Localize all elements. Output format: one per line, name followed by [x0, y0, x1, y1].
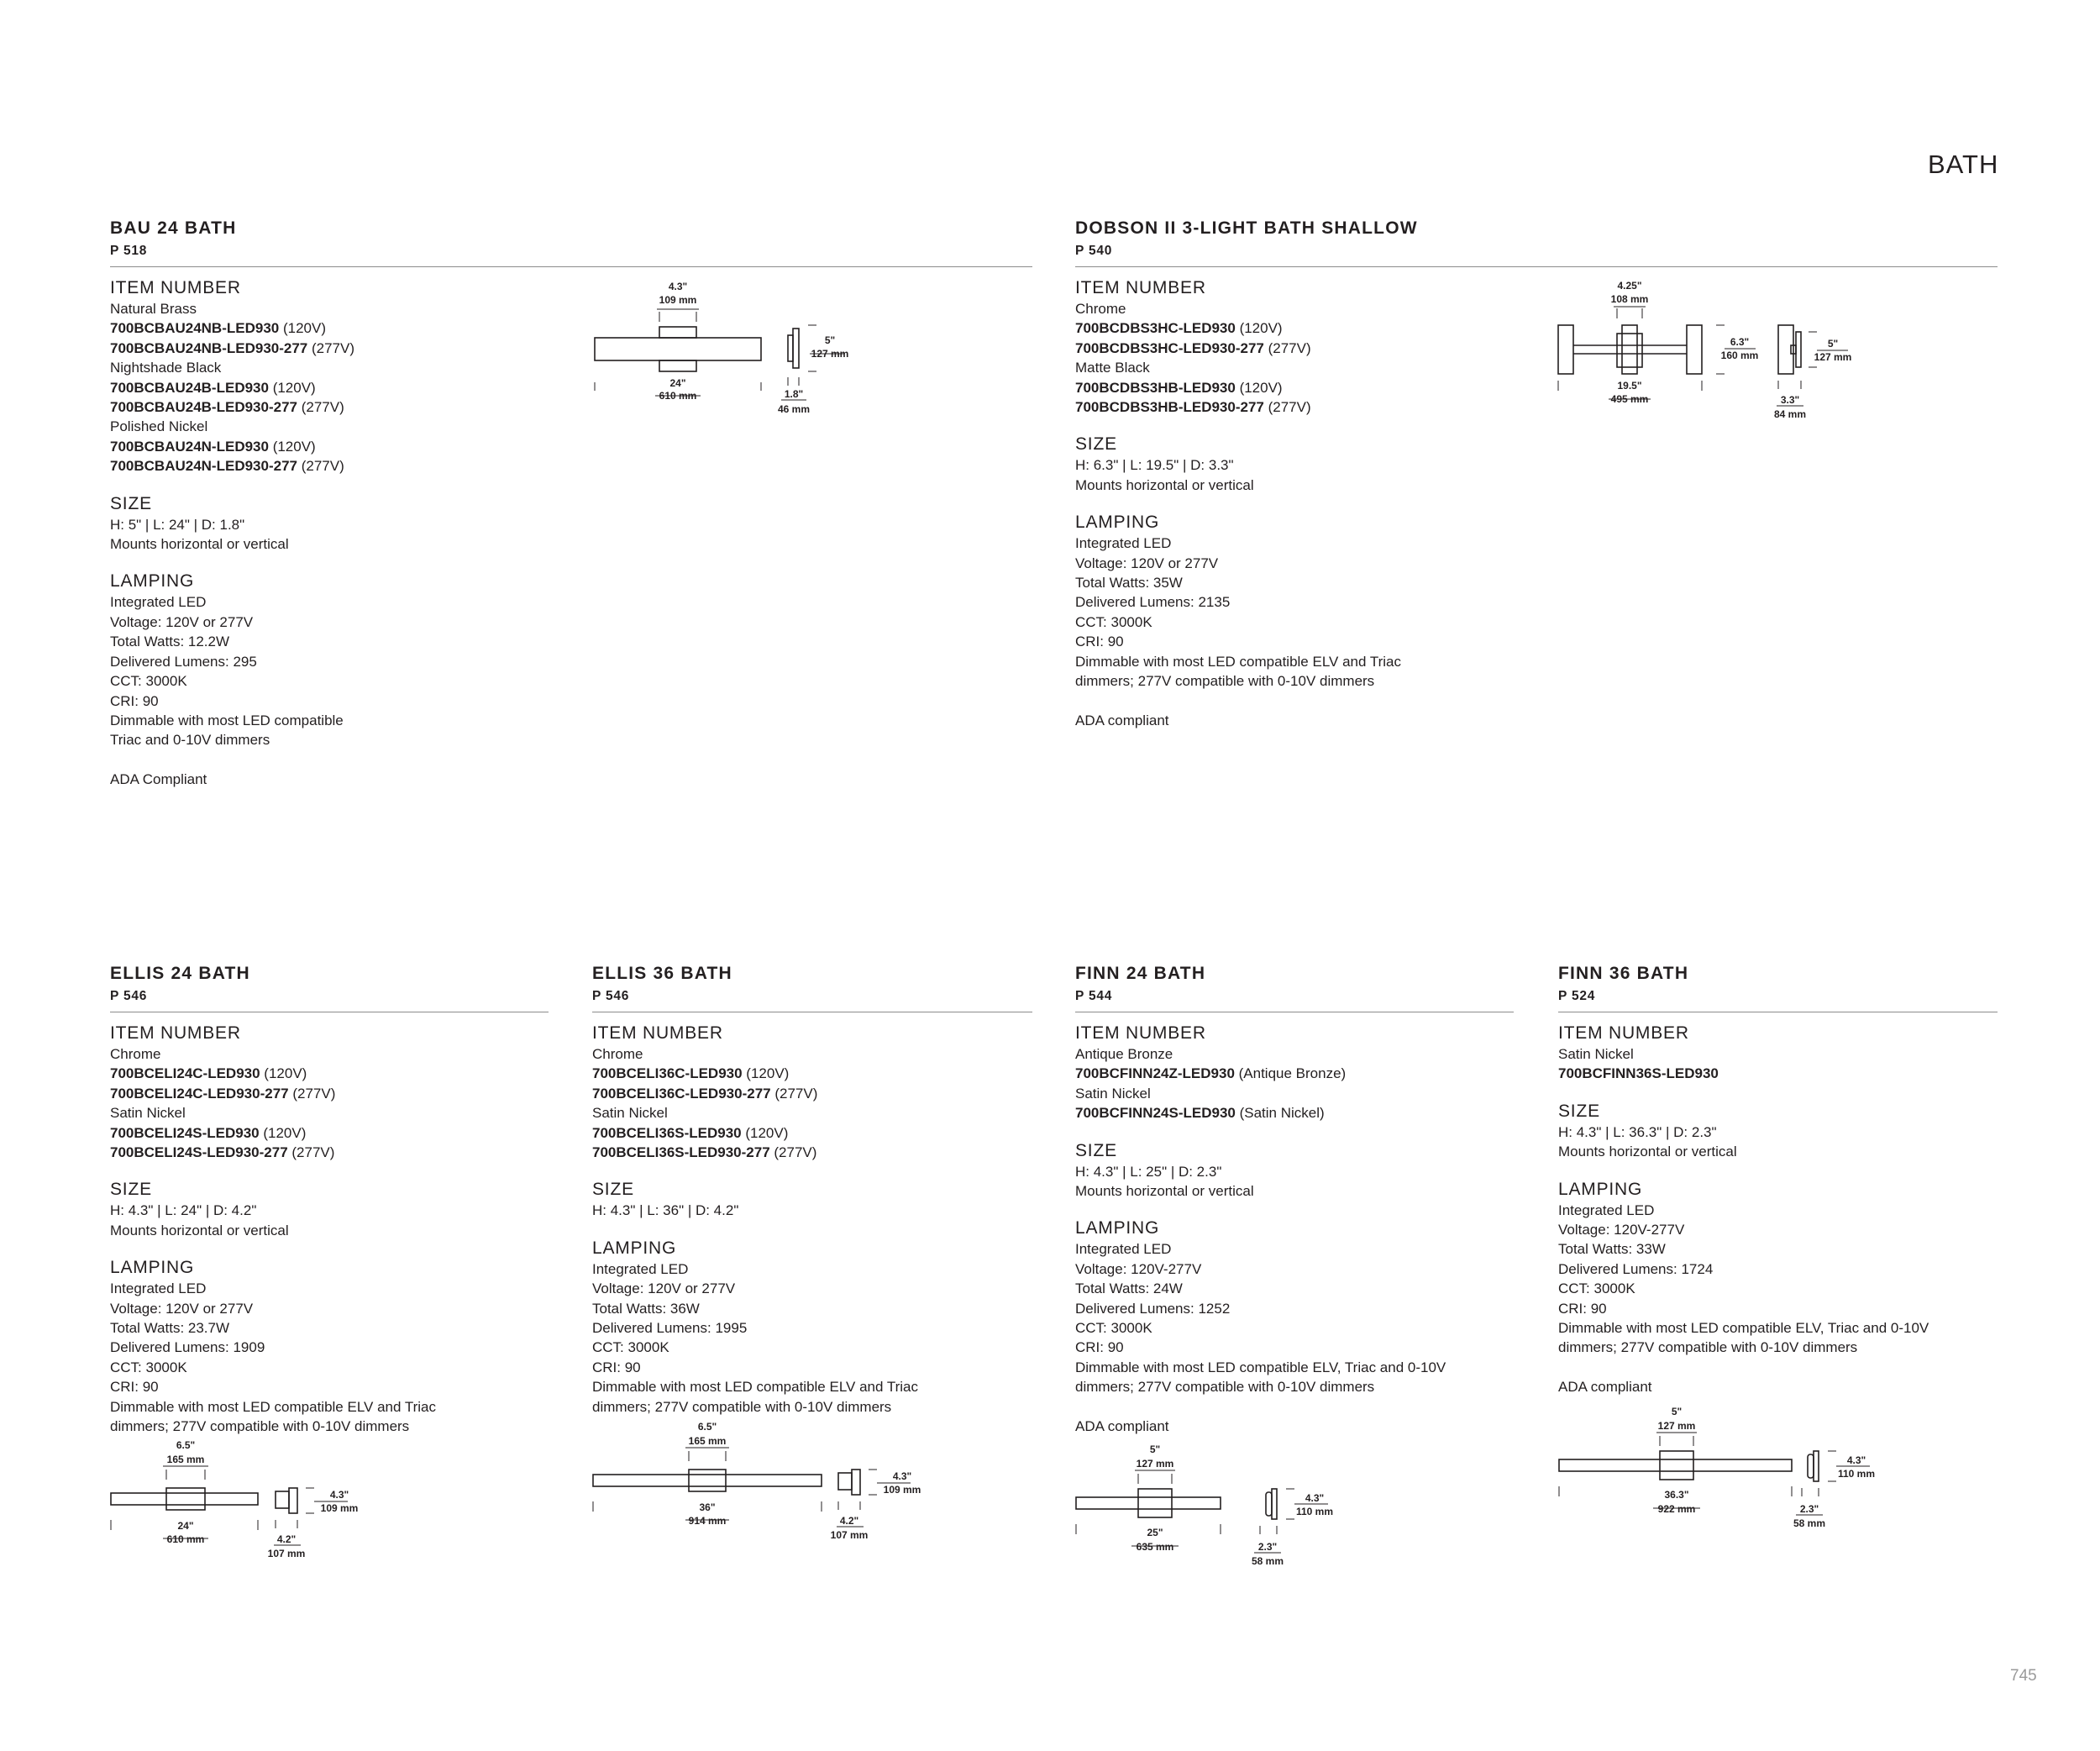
dimension-label: 4.3" [329, 1489, 349, 1501]
lamping-line: CCT: 3000K [1075, 613, 1152, 630]
voltage: (277V) [287, 1144, 335, 1161]
lamping-line: Integrated LED [110, 1280, 207, 1297]
finish-note: (Antique Bronze) [1234, 1065, 1347, 1082]
lamping-line: dimmers; 277V compatible with 0-10V dimmers [1075, 1379, 1375, 1396]
sku-line [592, 1084, 1032, 1103]
lamping-line: Total Watts: 24W [1075, 1280, 1183, 1297]
dimension-label: 4.3" [1846, 1454, 1866, 1466]
fixture-backplate [689, 1470, 726, 1491]
lamping-line: Delivered Lumens: 1995 [592, 1320, 748, 1337]
dimension-label: 127 mm [1657, 1420, 1696, 1432]
dimension-label: 109 mm [659, 294, 697, 306]
lamping-line: Integrated LED [1075, 535, 1172, 552]
fixture-side-profile [289, 1488, 297, 1513]
lamping-line: dimmers; 277V compatible with 0-10V dimmers [592, 1398, 892, 1415]
fixture-side-profile [1796, 332, 1801, 367]
lamping-line: dimmers; 277V compatible with 0-10V dimmers [1075, 673, 1375, 690]
sku: 700BCFINN24S-LED930 [1075, 1105, 1236, 1122]
fixture-side-profile [788, 335, 793, 361]
lamping-line: Integrated LED [1075, 1241, 1172, 1258]
dimension-label: 2.3" [1799, 1503, 1819, 1515]
lamping-line: Total Watts: 36W [592, 1300, 700, 1317]
size-value: H: 6.3" | L: 19.5" | D: 3.3" [1075, 457, 1234, 474]
fixture-side-profile [793, 329, 799, 368]
voltage: (120V) [741, 1124, 789, 1141]
voltage: (120V) [268, 438, 316, 455]
lamping-line: Dimmable with most LED compatible ELV and Triac [110, 1398, 437, 1415]
product-finn-36-bath [1558, 961, 1998, 1396]
dimension-label: 107 mm [830, 1529, 869, 1541]
dimension-label: 2.3" [1257, 1541, 1278, 1553]
size-value: H: 4.3" | L: 24" | D: 4.2" [110, 1202, 257, 1219]
fixture-shade [1558, 325, 1573, 374]
dimension-label: 4.2" [839, 1515, 859, 1527]
divider [110, 266, 1032, 267]
dimension-label: 5" [1149, 1443, 1161, 1455]
dimension-label: 58 mm [1251, 1555, 1284, 1567]
dobson-ii-dimension-drawing [1550, 273, 1869, 433]
dimension-label: 127 mm [1136, 1458, 1174, 1470]
item-number-heading: ITEM NUMBER [592, 1023, 723, 1043]
lamping-line: Voltage: 120V or 277V [1075, 555, 1219, 571]
dimension-label: 610 mm [659, 390, 697, 402]
dimension-label: 4.3" [668, 281, 688, 292]
fixture-body [595, 338, 761, 360]
lamping-line: Dimmable with most LED compatible ELV and Triac [592, 1379, 919, 1396]
sku-line [110, 456, 1032, 476]
voltage: (277V) [770, 1085, 818, 1102]
finish-label: Chrome [1075, 301, 1126, 317]
item-number-heading: ITEM NUMBER [1075, 278, 1206, 297]
lamping-line: CCT: 3000K [110, 1359, 187, 1375]
size-value: H: 4.3" | L: 36.3" | D: 2.3" [1558, 1123, 1717, 1140]
lamping-line: CCT: 3000K [110, 673, 187, 690]
product-title: ELLIS 36 BATH [592, 964, 732, 983]
ada-note: ADA compliant [1075, 1417, 1169, 1434]
mount-note: Mounts horizontal or vertical [1075, 1183, 1254, 1200]
mount-note: Mounts horizontal or vertical [110, 1222, 289, 1238]
dimension-label: 3.3" [1780, 394, 1800, 406]
divider [1075, 266, 1998, 267]
dimension-label: 5" [1671, 1406, 1683, 1417]
dimension-label: 4.2" [276, 1533, 297, 1545]
product-ellis-36-bath [592, 961, 1032, 1417]
fixture-shade [1687, 325, 1702, 374]
sku: 700BCELI24S-LED930-277 [110, 1144, 288, 1161]
lamping-line: Triac and 0-10V dimmers [110, 732, 270, 749]
size-value: H: 4.3" | L: 36" | D: 4.2" [592, 1202, 739, 1219]
lamping-line: Voltage: 120V-277V [1558, 1222, 1685, 1238]
product-bau-24-bath [110, 216, 1032, 789]
sku-line [110, 318, 1032, 338]
lamping-line: Total Watts: 33W [1558, 1241, 1666, 1258]
voltage: (277V) [288, 1085, 336, 1102]
dimension-label: 4.25" [1617, 280, 1642, 292]
dimension-label: 84 mm [1773, 408, 1807, 420]
dimension-label: 36" [699, 1501, 716, 1513]
product-finn-24-bath [1075, 961, 1514, 1436]
size-heading: SIZE [1558, 1101, 1600, 1121]
lamping-line: Total Watts: 23.7W [110, 1320, 230, 1337]
fixture-backplate [1617, 334, 1642, 367]
sku: 700BCBAU24N-LED930-277 [110, 458, 297, 475]
finish-label: Matte Black [1075, 360, 1150, 376]
sku: 700BCDBS3HC-LED930-277 [1075, 339, 1264, 356]
lamping-line: CRI: 90 [1558, 1300, 1607, 1317]
voltage: (277V) [1263, 339, 1311, 356]
sku-line [1558, 1064, 1998, 1083]
dimension-label: 635 mm [1136, 1541, 1174, 1553]
finish-label: Satin Nickel [592, 1105, 668, 1122]
dimension-label: 109 mm [883, 1484, 921, 1496]
lamping-line: CRI: 90 [1075, 1339, 1124, 1356]
sku-line [110, 378, 1032, 397]
bau-24-dimension-drawing [588, 273, 865, 424]
product-ellis-24-bath [110, 961, 549, 1437]
sku: 700BCFINN24Z-LED930 [1075, 1065, 1235, 1082]
mount-note: Mounts horizontal or vertical [1558, 1144, 1737, 1160]
lamping-line: Delivered Lumens: 1252 [1075, 1300, 1231, 1317]
product-title: FINN 24 BATH [1075, 964, 1206, 983]
voltage: (120V) [268, 379, 316, 396]
dimension-label: 4.3" [892, 1470, 912, 1482]
sku-line [1075, 1064, 1514, 1083]
dimension-label: 610 mm [166, 1533, 205, 1545]
dimension-label: 24" [669, 377, 686, 389]
finish-label: Nightshade Black [110, 360, 222, 376]
dimension-label: 4.3" [1305, 1492, 1325, 1504]
dimension-label: 914 mm [688, 1515, 727, 1527]
dimension-label: 5" [824, 334, 836, 346]
ellis-24-dimension-drawing [108, 1433, 376, 1567]
dimension-label: 127 mm [811, 348, 849, 360]
sku: 700BCDBS3HB-LED930 [1075, 379, 1236, 396]
sku: 700BCELI24C-LED930-277 [110, 1085, 289, 1102]
voltage: (277V) [769, 1144, 817, 1161]
sku: 700BCFINN36S-LED930 [1558, 1065, 1719, 1082]
lamping-line: CRI: 90 [110, 1379, 159, 1396]
lamping-line: CRI: 90 [592, 1359, 641, 1375]
lamping-heading: LAMPING [1075, 1218, 1160, 1238]
sku-line [110, 397, 1032, 417]
dimension-label: 160 mm [1720, 350, 1759, 361]
lamping-line: CCT: 3000K [1075, 1320, 1152, 1337]
fixture-side-profile [838, 1473, 852, 1490]
sku-line [592, 1123, 1032, 1143]
dimension-label: 165 mm [166, 1454, 205, 1465]
dimension-label: 110 mm [1295, 1506, 1334, 1517]
dimension-label: 36.3" [1664, 1489, 1689, 1501]
lamping-line: Voltage: 120V or 277V [592, 1280, 736, 1297]
voltage: (120V) [279, 320, 326, 337]
finn-24-dimension-drawing [1071, 1437, 1357, 1571]
lamping-line: Delivered Lumens: 1724 [1558, 1260, 1714, 1277]
fixture-side-profile [1266, 1492, 1272, 1516]
lamping-line: Delivered Lumens: 1909 [110, 1339, 265, 1356]
voltage: (120V) [260, 1065, 307, 1082]
dimension-label: 46 mm [777, 403, 811, 415]
lamping-line: dimmers; 277V compatible with 0-10V dimmers [1558, 1339, 1858, 1356]
fixture-backplate [659, 360, 696, 371]
fixture-side-profile [1814, 1451, 1819, 1481]
lamping-line: Delivered Lumens: 295 [110, 653, 257, 670]
finish-label: Chrome [592, 1046, 643, 1062]
dimension-label: 5" [1827, 338, 1839, 350]
item-number-heading: ITEM NUMBER [1558, 1023, 1689, 1043]
ellis-36-dimension-drawing [588, 1414, 941, 1549]
lamping-line: Total Watts: 35W [1075, 575, 1183, 592]
sku: 700BCBAU24NB-LED930-277 [110, 339, 308, 356]
fixture-backplate [659, 327, 696, 338]
dimension-label: 19.5" [1617, 380, 1642, 392]
lamping-heading: LAMPING [1558, 1179, 1643, 1199]
dimension-label: 165 mm [688, 1435, 727, 1447]
voltage: (277V) [1263, 399, 1311, 416]
dimension-label: 922 mm [1657, 1503, 1696, 1515]
sku-line [110, 1143, 549, 1162]
lamping-line: Voltage: 120V or 277V [110, 613, 254, 630]
dimension-label: 6.5" [176, 1439, 196, 1451]
voltage: (120V) [1235, 320, 1283, 337]
fixture-backplate [166, 1488, 205, 1510]
lamping-line: Dimmable with most LED compatible [110, 712, 344, 728]
product-title: ELLIS 24 BATH [110, 964, 250, 983]
item-number-heading: ITEM NUMBER [110, 278, 241, 297]
lamping-line: Dimmable with most LED compatible ELV, Triac and 0-10V [1075, 1359, 1446, 1375]
ada-note: ADA compliant [1558, 1378, 1652, 1395]
sku: 700BCBAU24B-LED930-277 [110, 399, 297, 416]
lamping-line: dimmers; 277V compatible with 0-10V dimmers [110, 1418, 410, 1435]
sku: 700BCDBS3HC-LED930 [1075, 320, 1236, 337]
dimension-label: 127 mm [1814, 351, 1852, 363]
product-title: DOBSON II 3-LIGHT BATH SHALLOW [1075, 218, 1418, 238]
voltage: (277V) [307, 339, 355, 356]
fixture-body [111, 1493, 258, 1505]
finn-36-dimension-drawing [1554, 1399, 1907, 1533]
voltage: (277V) [297, 399, 344, 416]
fixture-side-profile [276, 1491, 289, 1508]
size-heading: SIZE [592, 1180, 634, 1200]
fixture-side-profile [852, 1470, 860, 1495]
fixture-body [593, 1475, 822, 1486]
dimension-label: 6.5" [697, 1421, 717, 1433]
lamping-line: Integrated LED [110, 594, 207, 611]
product-page-ref: P 524 [1558, 989, 1596, 1003]
sku: 700BCBAU24N-LED930 [110, 438, 269, 455]
finish-label: Natural Brass [110, 301, 197, 317]
sku-line [110, 1123, 549, 1143]
product-title: FINN 36 BATH [1558, 964, 1689, 983]
product-title: BAU 24 BATH [110, 218, 237, 238]
lamping-line: Integrated LED [1558, 1202, 1655, 1218]
sku-line [110, 1084, 549, 1103]
sku: 700BCDBS3HB-LED930-277 [1075, 399, 1264, 416]
fixture-body [1076, 1497, 1221, 1509]
lamping-line: Delivered Lumens: 2135 [1075, 594, 1231, 611]
finish-label: Satin Nickel [1558, 1046, 1634, 1062]
lamping-line: CCT: 3000K [592, 1339, 669, 1356]
fixture-body [1559, 1459, 1792, 1471]
fixture-side-profile [1272, 1489, 1277, 1519]
lamping-line: Dimmable with most LED compatible ELV, Triac and 0-10V [1558, 1320, 1929, 1337]
finish-label: Antique Bronze [1075, 1046, 1173, 1062]
dimension-label: 110 mm [1837, 1468, 1876, 1480]
product-page-ref: P 540 [1075, 244, 1113, 258]
lamping-line: Voltage: 120V or 277V [110, 1300, 254, 1317]
lamping-heading: LAMPING [592, 1238, 677, 1258]
finish-label: Chrome [110, 1046, 161, 1062]
lamping-heading: LAMPING [110, 571, 195, 592]
product-page-ref: P 518 [110, 244, 148, 258]
sku-line [110, 1064, 549, 1083]
page-number: 745 [2010, 1667, 2037, 1685]
finish-label: Satin Nickel [1075, 1085, 1151, 1102]
lamping-heading: LAMPING [110, 1258, 195, 1278]
lamping-line: Voltage: 120V-277V [1075, 1260, 1202, 1277]
lamping-line: Dimmable with most LED compatible ELV and Triac [1075, 653, 1402, 670]
lamping-line: Total Watts: 12.2W [110, 634, 230, 650]
dimension-label: 6.3" [1730, 336, 1750, 348]
dimension-label: 58 mm [1793, 1517, 1826, 1529]
fixture-backplate [1660, 1451, 1693, 1480]
size-heading: SIZE [110, 493, 152, 513]
sku: 700BCELI36C-LED930 [592, 1065, 743, 1082]
mount-note: Mounts horizontal or vertical [1075, 476, 1254, 493]
sku: 700BCELI36S-LED930 [592, 1124, 742, 1141]
sku: 700BCELI24C-LED930 [110, 1065, 260, 1082]
sku: 700BCBAU24NB-LED930 [110, 320, 280, 337]
fixture-backplate [1138, 1489, 1172, 1517]
dimension-label: 495 mm [1610, 393, 1649, 405]
dimension-label: 25" [1147, 1527, 1163, 1538]
sku-line [592, 1064, 1032, 1083]
sku-line [1075, 1103, 1514, 1123]
finish-note: (Satin Nickel) [1235, 1105, 1325, 1122]
voltage: (120V) [259, 1124, 307, 1141]
sku: 700BCELI36S-LED930-277 [592, 1144, 770, 1161]
product-page-ref: P 546 [110, 989, 148, 1003]
size-value: H: 4.3" | L: 25" | D: 2.3" [1075, 1163, 1222, 1180]
ada-note: ADA Compliant [110, 770, 207, 787]
product-page-ref: P 544 [1075, 989, 1113, 1003]
voltage: (120V) [742, 1065, 790, 1082]
size-value: H: 5" | L: 24" | D: 1.8" [110, 516, 245, 533]
sku-line [592, 1143, 1032, 1162]
fixture-side-profile [1808, 1454, 1814, 1478]
section-title: BATH [1928, 150, 1999, 179]
sku: 700BCBAU24B-LED930 [110, 379, 269, 396]
mount-note: Mounts horizontal or vertical [110, 536, 289, 553]
size-heading: SIZE [1075, 1140, 1117, 1160]
sku-line [110, 339, 1032, 358]
lamping-line: Integrated LED [592, 1260, 689, 1277]
finish-label: Polished Nickel [110, 418, 208, 435]
lamping-heading: LAMPING [1075, 513, 1160, 533]
voltage: (120V) [1235, 379, 1283, 396]
item-number-heading: ITEM NUMBER [110, 1023, 241, 1043]
sku: 700BCELI36C-LED930-277 [592, 1085, 771, 1102]
lamping-line: CCT: 3000K [1558, 1280, 1635, 1297]
voltage: (277V) [297, 458, 344, 475]
product-page-ref: P 546 [592, 989, 630, 1003]
item-number-heading: ITEM NUMBER [1075, 1023, 1206, 1043]
lamping-line: CRI: 90 [1075, 634, 1124, 650]
sku-line [110, 437, 1032, 456]
sku: 700BCELI24S-LED930 [110, 1124, 260, 1141]
dimension-label: 1.8" [784, 388, 804, 400]
dimension-label: 107 mm [267, 1548, 306, 1559]
dimension-label: 108 mm [1610, 293, 1649, 305]
dimension-label: 109 mm [320, 1502, 359, 1514]
ada-note: ADA compliant [1075, 712, 1169, 728]
size-heading: SIZE [1075, 434, 1117, 455]
finish-label: Satin Nickel [110, 1105, 186, 1122]
size-heading: SIZE [110, 1180, 152, 1200]
dimension-label: 24" [177, 1520, 194, 1532]
lamping-line: CRI: 90 [110, 692, 159, 709]
